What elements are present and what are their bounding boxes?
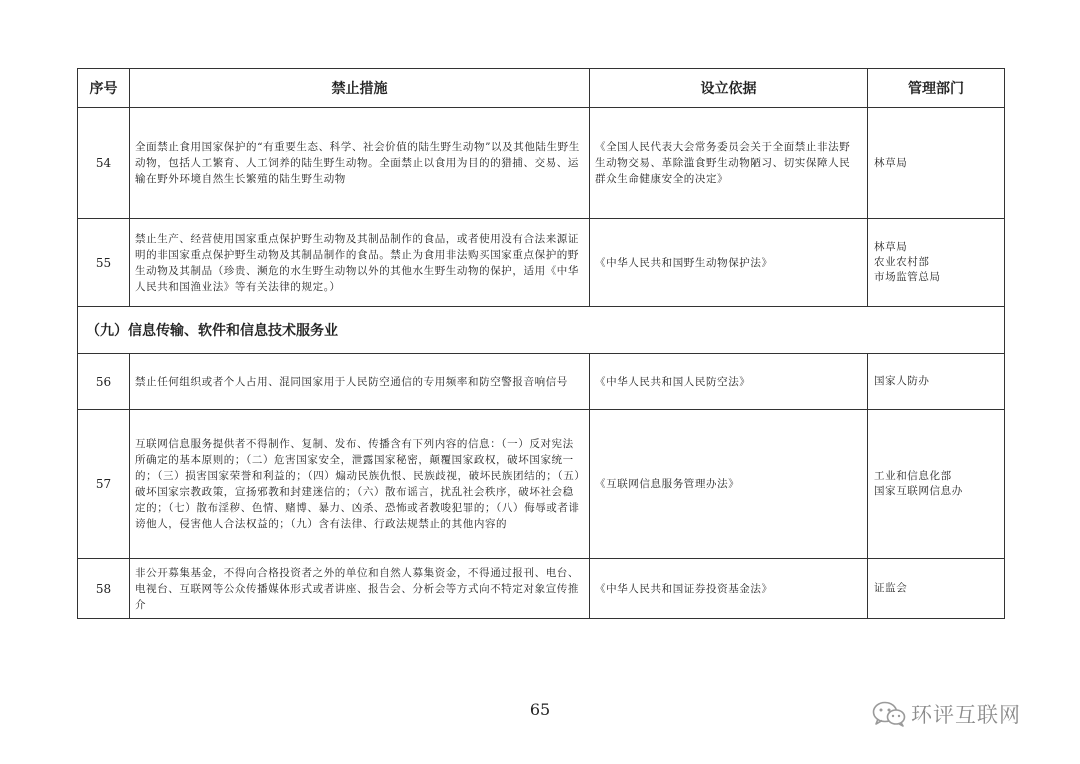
measure-cell	[130, 559, 590, 619]
row-number: 57	[78, 410, 130, 559]
measure-cell	[130, 354, 590, 410]
table-row	[78, 410, 1005, 559]
department-name: 农业农村部	[874, 256, 930, 268]
basis-text: 《互联网信息服务管理办法》	[595, 478, 740, 490]
measure-text: 全面禁止食用国家保护的“有重要生态、科学、社会价值的陆生野生动物”以及其他陆生野生动物，包括人工繁育、人工饲养的陆生野生动物。全面禁止以食用为目的的猎捕、交易、运输在野外环境自然生长繁殖的陆生野生动物	[135, 141, 580, 185]
department-name: 国家人防办	[874, 375, 930, 387]
basis-text: 《中华人民共和国证券投资基金法》	[595, 582, 773, 595]
table-row	[78, 108, 1005, 219]
measure-text: 禁止生产、经营使用国家重点保护野生动物及其制品制作的食品，或者使用没有合法来源证明的非国家重点保护野生动物及其制品制作的食品。禁止为食用非法购买国家重点保护的野生动物及其制品（珍贵、濒危的水生野生动物以外的其他水生野生动物的保护，适用《中华人民共和国渔业法》等有关法律的规定。）	[135, 232, 579, 293]
section-heading-row	[78, 307, 1005, 354]
department-cell	[868, 410, 1005, 559]
table-row	[78, 354, 1005, 410]
department-name: 市场监管总局	[874, 271, 941, 283]
header-prohibition-measure: 禁止措施	[130, 69, 590, 108]
basis-text: 《全国人民代表大会常务委员会关于全面禁止非法野生动物交易、革除滥食野生动物陋习、切实保障人民群众生命健康安全的决定》	[595, 141, 851, 185]
header-serial-number: 序号	[78, 69, 130, 108]
watermark-text: 环评互联网	[911, 703, 1021, 727]
table-row	[78, 219, 1005, 307]
table-header-row	[78, 69, 1005, 108]
department-cell	[868, 108, 1005, 219]
measure-cell	[130, 108, 590, 219]
basis-cell	[590, 559, 868, 619]
regulation-table	[77, 68, 1005, 619]
basis-cell	[590, 410, 868, 559]
section-heading: （九）信息传输、软件和信息技术服务业	[78, 307, 1005, 354]
row-number: 54	[78, 108, 130, 219]
wechat-icon	[872, 701, 906, 727]
department-name: 证监会	[874, 582, 908, 594]
page-number: 65	[529, 700, 551, 719]
basis-cell	[590, 219, 868, 307]
department-name: 国家互联网信息办	[874, 485, 963, 497]
basis-cell	[590, 108, 868, 219]
table-row	[78, 559, 1005, 619]
measure-cell	[130, 410, 590, 559]
measure-text: 互联网信息服务提供者不得制作、复制、发布、传播含有下列内容的信息：（一）反对宪法所确定的基本原则的；（二）危害国家安全，泄露国家秘密，颠覆国家政权，破坏国家统一的；（三）损害国家荣誉和利益的；（四）煽动民族仇恨、民族歧视，破坏民族团结的；（五）破坏国家宗教政策，宣扬邪教和封建迷信的；（六）散布谣言，扰乱社会秩序，破坏社会稳定的；（七）散布淫秽、色情、赌博、暴力、凶杀、恐怖或者教唆犯罪的；（八）侮辱或者诽谤他人，侵害他人合法权益的；（九）含有法律、行政法规禁止的其他内容的	[135, 438, 581, 530]
header-department: 管理部门	[868, 69, 1005, 108]
measure-text: 非公开募集基金，不得向合格投资者之外的单位和自然人募集资金，不得通过报刊、电台、电视台、互联网等公众传播媒体形式或者讲座、报告会、分析会等方式向不特定对象宣传推介	[135, 566, 579, 611]
basis-cell	[590, 354, 868, 410]
watermark	[872, 699, 1021, 729]
basis-text: 《中华人民共和国野生动物保护法》	[595, 256, 773, 269]
department-name: 林草局	[874, 241, 908, 253]
department-name: 工业和信息化部	[874, 470, 952, 482]
measure-text: 禁止任何组织或者个人占用、混同国家用于人民防空通信的专用频率和防空警报音响信号	[135, 375, 568, 388]
header-legal-basis: 设立依据	[590, 69, 868, 108]
row-number: 56	[78, 354, 130, 410]
row-number: 58	[78, 559, 130, 619]
measure-cell	[130, 219, 590, 307]
row-number: 55	[78, 219, 130, 307]
department-cell	[868, 354, 1005, 410]
department-cell	[868, 559, 1005, 619]
basis-text: 《中华人民共和国人民防空法》	[595, 375, 751, 388]
department-name: 林草局	[874, 156, 908, 169]
department-cell	[868, 219, 1005, 307]
